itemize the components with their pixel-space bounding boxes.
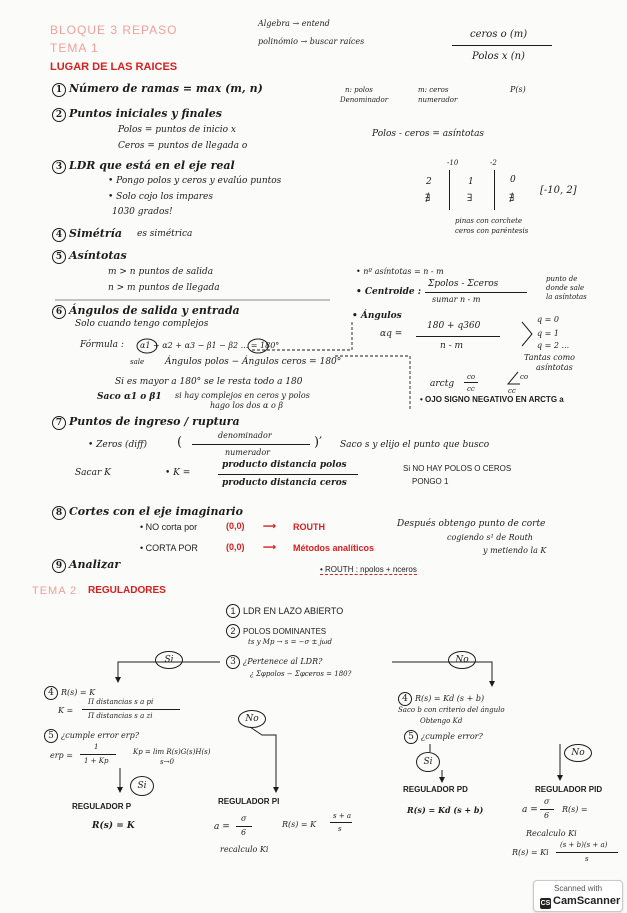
erp-num: 1 xyxy=(94,743,99,751)
centroide-num: Σpolos - Σceros xyxy=(428,279,499,289)
ps: P(s) xyxy=(510,85,526,94)
right-step-4b: Saco b con criterio del ángulo xyxy=(398,706,505,714)
step-3b: ¿ Σφpolos − Σφceros = 180? xyxy=(250,670,352,678)
number-circle: 4 xyxy=(44,686,58,700)
regulador-pi: REGULADOR PI xyxy=(218,797,280,806)
arctg-cc: cc xyxy=(467,385,475,393)
polos-ceros-asintotas: Polos - ceros = asíntotas xyxy=(372,129,485,139)
recalculo-ki-2: Recalculo Ki xyxy=(526,829,577,838)
stamp-line-2 xyxy=(540,895,620,909)
pid-formula-den: s xyxy=(585,855,589,863)
number-circle: 7 xyxy=(52,416,66,430)
no-bubble-2: No xyxy=(238,710,266,728)
number-circle: 9 xyxy=(52,559,66,573)
camscanner-stamp xyxy=(533,880,623,912)
mceros: m: ceros xyxy=(418,86,449,94)
grados: 1030 grados! xyxy=(112,207,173,217)
corta-point: (0,0) xyxy=(226,542,245,552)
number-circle: 8 xyxy=(52,506,66,520)
parentesis-note: ceros con paréntesis xyxy=(455,227,529,235)
k-eq: • K = xyxy=(165,468,191,478)
alpha-den: n - m xyxy=(440,341,464,351)
despues-1: Después obtengo punto de corte xyxy=(397,519,546,529)
regulador-pid: REGULADOR PID xyxy=(535,785,603,794)
salida-line: m > n puntos de salida xyxy=(108,267,214,277)
number-circle: 5 xyxy=(52,250,66,264)
pongo-1: PONGO 1 xyxy=(412,477,449,486)
item-5-title: Asíntotas xyxy=(69,249,127,262)
erp-den: 1 + Kp xyxy=(84,757,109,765)
corta-por: • CORTA POR xyxy=(140,543,198,553)
recalculo-ki: recalculo Ki xyxy=(220,845,269,854)
angle-co: co xyxy=(520,373,529,381)
pid-a-num: σ xyxy=(544,797,550,806)
sacar-k: Sacar K xyxy=(75,468,111,478)
side-note-3: la asíntotas xyxy=(546,293,587,301)
col3-top: 0 xyxy=(510,175,516,185)
sale-note: sale xyxy=(130,358,145,366)
arrow-1: ⟶ xyxy=(263,521,276,531)
stamp-line-1: Scanned with xyxy=(553,884,603,893)
top-label-10: -10 xyxy=(447,159,459,167)
pi-a-label: a = xyxy=(214,822,230,832)
q0: q = 0 xyxy=(537,315,559,324)
item-3-title: LDR que está en el eje real xyxy=(69,159,235,172)
kfrac-label: K = xyxy=(58,706,74,715)
pid-r-label: R(s) = xyxy=(562,805,588,814)
item-6-title: Ángulos de salida y entrada xyxy=(69,304,240,317)
polinomio-note: polinómio → buscar raíces xyxy=(258,37,365,46)
number-circle: 3 xyxy=(226,655,240,669)
top-label-2: -2 xyxy=(490,159,497,167)
no-corta-point: (0,0) xyxy=(226,521,245,531)
number-circle: 1 xyxy=(226,604,240,618)
pid-formula-num: (s + b)(s + a) xyxy=(560,841,608,849)
number-circle: 6 xyxy=(52,305,66,319)
arctg-co: co xyxy=(467,373,476,381)
number-circle: 3 xyxy=(52,160,66,174)
pid-a-label: a = xyxy=(522,805,538,815)
complejos-2: hago los dos α o β xyxy=(210,401,283,410)
alpha-q: αq = xyxy=(380,329,403,339)
zeros-den: numerador xyxy=(225,448,270,457)
routh-red: ROUTH xyxy=(293,522,325,532)
q2: q = 2 ... xyxy=(537,341,570,350)
number-circle: 2 xyxy=(226,624,240,638)
regulador-p: REGULADOR P xyxy=(72,802,132,811)
kp-sub: s→0 xyxy=(160,758,174,766)
no-corta: • NO corta por xyxy=(140,522,198,532)
llegada-line: n > m puntos de llegada xyxy=(108,283,220,293)
right-step-5-text: ¿cumple error? xyxy=(421,732,483,741)
step-3-text: ¿Pertenece al LDR? xyxy=(243,657,323,666)
interval: [-10, 2] xyxy=(540,185,577,196)
item-1-title: Número de ramas = max (m, n) xyxy=(69,82,263,95)
number-circle: 1 xyxy=(52,83,66,97)
arctg: arctg xyxy=(430,379,455,389)
item-4-title: Simétría xyxy=(69,227,122,240)
solo-complejos: Solo cuando tengo complejos xyxy=(75,319,209,329)
despues-2: cogiendo s¹ de Routh xyxy=(447,533,533,542)
right-step-4c: Obtengo Kd xyxy=(420,717,463,725)
reguladores-title: REGULADORES xyxy=(88,585,166,596)
paren-open: ( xyxy=(177,435,183,450)
simetrica-text: es simétrica xyxy=(137,229,193,239)
side-note-2: donde sale xyxy=(546,284,585,292)
asintotas-note: asíntotas xyxy=(536,363,573,372)
item-7-title: Puntos de ingreso / ruptura xyxy=(69,415,240,428)
regulador-pd-formula: R(s) = Kd (s + b) xyxy=(407,805,484,815)
pi-r-num: s + a xyxy=(333,812,352,820)
arrow-2: ⟶ xyxy=(263,542,276,552)
item-9-title: Analizar xyxy=(69,558,121,571)
solo-impares: • Solo cojo los impares xyxy=(108,192,214,202)
denominador-note: Denominador xyxy=(340,96,389,104)
angulos-label: • Ángulos xyxy=(352,311,402,321)
left-step-4-text: R(s) = K xyxy=(61,688,96,697)
centroide-label: • Centroide : xyxy=(356,287,422,297)
pid-formula-label: R(s) = Ki xyxy=(512,848,549,857)
number-circle: 2 xyxy=(52,108,66,122)
mayor-180: Si es mayor a 180° se le resta todo a 180 xyxy=(115,377,303,387)
pi-r-den: s xyxy=(338,825,342,833)
col3-bottom: ∄ xyxy=(509,193,515,204)
col2-bottom: ∃ xyxy=(467,193,473,204)
regulador-pd: REGULADOR PD xyxy=(403,785,468,794)
pongo-polos: • Pongo polos y ceros y evalúo puntos xyxy=(108,176,282,186)
zeros-diff: • Zeros (diff) xyxy=(88,440,147,450)
step-2-text: POLOS DOMINANTES xyxy=(243,627,327,636)
alpha-num: 180 + q360 xyxy=(427,321,481,331)
col1-top: 2 xyxy=(426,177,432,187)
metodos-red: Métodos analíticos xyxy=(293,543,375,553)
pid-a-den: 6 xyxy=(544,811,550,820)
paren-close: )′ xyxy=(314,435,323,450)
erp-label: erp = xyxy=(50,751,73,760)
number-circle: 4 xyxy=(52,228,66,242)
si-bubble-3: Si xyxy=(416,752,440,772)
corchete-note: pinas con corchete xyxy=(455,217,523,225)
number-circle: 5 xyxy=(404,730,418,744)
polos-inicio: Polos = puntos de inicio x xyxy=(118,125,236,135)
item-8-title: Cortes con el eje imaginario xyxy=(69,505,243,518)
despues-3: y metiendo la K xyxy=(483,546,547,555)
no-bubble-1: No xyxy=(448,651,476,669)
tema1-title: TEMA 1 xyxy=(50,41,99,55)
tema2-title: TEMA 2 xyxy=(32,585,78,597)
pi-r-label: R(s) = K xyxy=(282,820,317,829)
ojo-signo: • OJO SIGNO NEGATIVO EN ARCTG a xyxy=(420,395,564,404)
stamp-brand: CamScanner xyxy=(553,895,621,907)
left-step-5-text: ¿cumple error erp? xyxy=(61,731,139,740)
step-2b: ts y Mp → s = −σ ± jωd xyxy=(248,638,332,646)
complejos-1: si hay complejos en ceros y polos xyxy=(175,391,310,400)
formula-label: Fórmula : xyxy=(80,340,124,350)
ceros-llegada: Ceros = puntos de llegada o xyxy=(118,141,248,151)
n-asintotas: • nº asíntotas = n - m xyxy=(356,267,444,276)
si-bubble-2: Si xyxy=(130,776,154,796)
tantas-como: Tantas como xyxy=(524,353,575,362)
step-1-text: LDR EN LAZO ABIERTO xyxy=(243,606,344,616)
si-bubble-1: Si xyxy=(155,651,183,669)
pi-a-num: σ xyxy=(241,814,247,823)
numerador-note: numerador xyxy=(418,96,458,104)
pi-a-den: 6 xyxy=(241,828,247,837)
angulos-diff: Ángulos polos − Ángulos ceros = 180° xyxy=(165,357,342,367)
angle-cc: cc xyxy=(508,387,516,395)
k-den: producto distancia ceros xyxy=(222,478,347,488)
regulador-p-formula: R(s) = K xyxy=(92,821,135,831)
col1-bottom: ∄ xyxy=(425,193,431,204)
item-2-title: Puntos iniciales y finales xyxy=(69,107,222,120)
lugar-title: LUGAR DE LAS RAICES xyxy=(50,61,178,73)
zeros-num: denominador xyxy=(218,431,272,440)
no-bubble-3: No xyxy=(564,744,592,762)
kp-formula: Kp = lim R(s)G(s)H(s) xyxy=(133,748,211,756)
camscanner-logo-icon: CS xyxy=(540,900,551,907)
formula: α1 + α2 + α3 − β1 − β2 ... = 180° xyxy=(140,341,280,350)
ceros-header: ceros o (m) xyxy=(470,29,528,40)
kfrac-num: Π distancias s a pi xyxy=(88,698,154,706)
col2-top: 1 xyxy=(468,177,474,187)
right-step-4-text: R(s) = Kd (s + b) xyxy=(415,694,485,703)
bloque-title: BLOQUE 3 REPASO xyxy=(50,23,178,37)
number-circle: 4 xyxy=(398,692,412,706)
saco-s: Saco s y elijo el punto que busco xyxy=(340,440,490,450)
number-circle: 5 xyxy=(44,729,58,743)
npolos: n: polos xyxy=(345,86,373,94)
side-note-1: punto de xyxy=(546,275,578,283)
algebra-note: Algebra → entend xyxy=(258,19,330,28)
routh-count: • ROUTH : npolos + nceros xyxy=(320,565,417,574)
k-num: producto distancia polos xyxy=(222,460,347,470)
saco-alpha: Saco α1 o β1 xyxy=(97,392,162,402)
polos-header: Polos x (n) xyxy=(472,51,525,62)
kfrac-den: Π distancias s a zi xyxy=(88,712,153,720)
sino-polos: Si NO HAY POLOS O CEROS xyxy=(403,464,512,473)
centroide-den: sumar n - m xyxy=(432,295,481,304)
q1: q = 1 xyxy=(537,329,559,338)
